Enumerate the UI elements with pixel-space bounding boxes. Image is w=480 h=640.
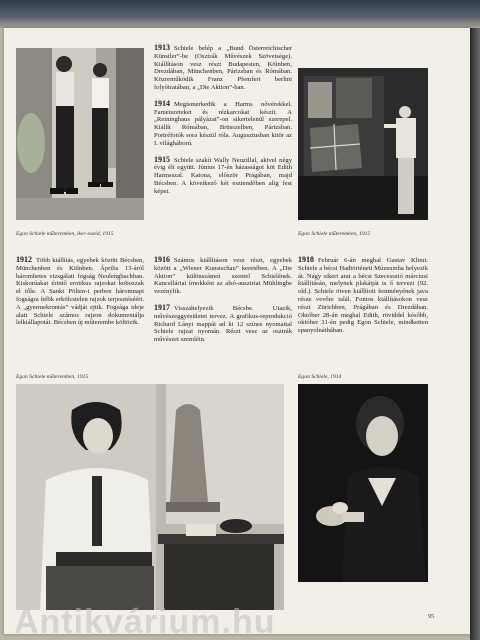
entry-1914: 1914 Megismerkedik a Harms nővérekkel. Fametszeteket és rézkarcokat készít. A „Reininghaus pályázat”-on sikertelenül szerepel. Kiállít Rómában, Brüsszelben, Párizsban. Portréfotók sora készül róla. Augusztusban kitör az I. világháború. [154, 98, 292, 147]
photo-schiele-at-desk [16, 384, 284, 610]
book-edge [470, 28, 480, 640]
watermark-logo: Antikvárium.hu [14, 603, 276, 634]
background-top [0, 0, 480, 28]
photo-schiele-studio-mirror [298, 68, 428, 220]
page-number: 95 [428, 614, 434, 620]
text-column-middle-top [154, 44, 292, 204]
entry-1918: 1918 Február 6-án meghal Gustav Klimt. Schiele a bécsi Hadtörténeti Múzeumba helyezik át. Nagy sikert arat a bécsi Szecesszió márciusi kiállításán, melynek plakátját is ő tervezi (92. old.). Schiele ötven kiállított festményének java része vevőre talál. Fontos kiállításokon vesz részt Zürichben, Prágában és Drezdában. Október 28-án meghal Edith, röviddel később, október 31-én pedig Egon Schiele, mindketten spanyolnáthában. [298, 255, 428, 335]
entry-1915: 1915 Schiele szakít Wally Neuzillal, akivel négy évig élt együtt. Június 17-én házasságot köt Edith Harmsszal. Katona, először Prágában, majd Bécsben. A következő két esztendőben alig fest képet. [154, 154, 292, 195]
entry-1917: 1917 Visszahelyezik Bécsbe. Utazik, művészeggyesületet tervez. A grafikus-reprodukció Richard Lányi mappát ad ki 12 színes nyomattal Schiele rajzai nyomán. Részt vesz az osztrák művészet szemléin. [154, 302, 292, 344]
entry-1912: 1912 Több kiállítás, egyebek között Bécsben, Münchenben és Kölnben. Április 13-áról háromhetes vizsgálati fogság Neulengbachban. Kiskorúakat érintő erotikus rajzokat kobozzak el tőle. A Sankt Pölten-i perben háromnapi fogságra ítélik erkölcstelen rajzok terjesztéséért. A „gyermekrontás” vádját ejtik. Fogsága ideje alatt Schiele számos rajzon dokumentálja lelkiállapotát. Bécsben új műterembe költözik. [16, 255, 144, 327]
text-column-right [298, 256, 428, 343]
caption-top-right: Egon Schiele műteremben, 1915 [298, 231, 371, 237]
caption-bottom-left: Egon Schiele műteremben, 1915 [16, 374, 89, 380]
photo-schiele-with-figure [298, 384, 428, 582]
entry-1913: 1913 Schiele belép a „Bund Österreichischer Künstler”-be (Osztrák Művészek Szövetsége). Kiállításon vesz részt Budapesten, Kölnben, Drezdában, Münchenben, Párizsban és Rómában. Közreműködik Franz Pfemfert berlini folyóiratában, a „Die Aktion”-ban. [154, 43, 292, 91]
caption-top-left: Egon Schiele műteremben, iker-eszéd, 1915 [16, 231, 114, 237]
text-column-left [16, 256, 144, 335]
text-column-middle-bottom [154, 256, 292, 352]
book-page [4, 28, 470, 634]
entry-1916: 1916 Számos kiállításon vesz részt, egyebek között a „Wiener Kunstschau” keretében. A „Die Aktion” különszámot szentel Schielének. Kancelláriai írnokként az alsó-ausztriai Mühlingbe vezénylik. [154, 255, 292, 296]
photo-schiele-double-exposure [16, 48, 144, 220]
caption-bottom-right: Egon Schiele, 1914 [298, 374, 342, 380]
